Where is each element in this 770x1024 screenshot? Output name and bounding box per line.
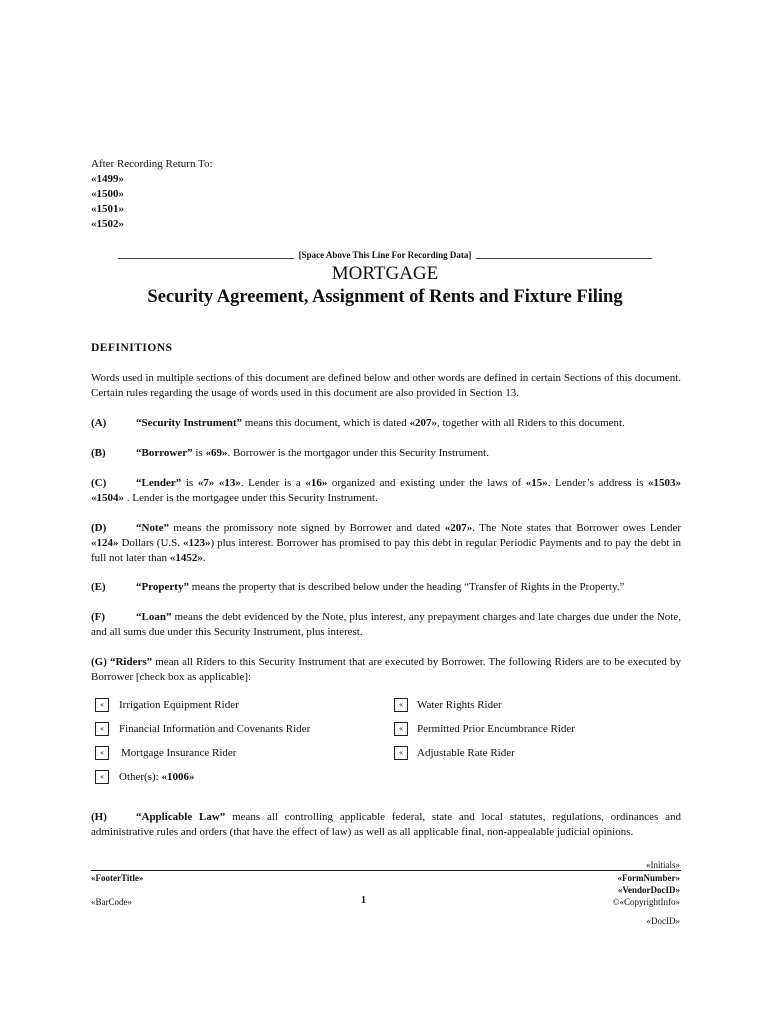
def-text: means the property that is described below under the heading “Transfer of Rights in the Property.” [188,581,625,593]
def-text: organized and existing under the laws of [327,477,526,489]
merge-field: «16» [305,477,328,489]
rider-checkbox-water-rights[interactable]: « [394,698,408,712]
merge-field: «124» [91,537,119,549]
rider-label-financial-info: Financial Information and Covenants Rider [119,723,311,735]
rider-label-irrigation: Irrigation Equipment Rider [119,699,239,711]
return-line-2: «1500» [91,188,124,200]
merge-field: «15» [525,477,548,489]
merge-field: «207» [409,417,437,429]
def-term: “Security Instrument” [136,417,243,429]
merge-field: «1006» [161,771,195,783]
definition-g [91,655,681,685]
definitions-heading: DEFINITIONS [91,342,173,354]
definition-h [91,810,681,840]
def-text: , together with all Riders to this document. [436,417,625,429]
def-label: (G) “Riders” [91,656,153,668]
def-text: means all controlling applicable federal, state and local statutes, regulations, ordinances and administrative rules and orders (that have the effect of law) as well as all applicable final, non-appealable judicial opinions. [91,811,681,838]
def-text: means the promissory note signed by Borrower and dated [169,522,445,534]
merge-field: «207» [444,522,473,534]
rider-checkbox-prior-encumbrance[interactable]: « [394,722,408,736]
def-label: (A) [91,417,107,429]
def-term: “Borrower” [136,447,193,459]
rule-left [118,258,294,259]
def-text: . Borrower is the mortgagor under this Security Instrument. [227,447,489,459]
return-to-block [91,157,213,232]
footer-rule [91,870,681,871]
merge-field: «1503» «1504» [91,477,682,504]
def-label: (B) [91,447,106,459]
merge-field: «7» «13» [197,477,241,489]
recording-data-line [118,250,652,260]
def-label: (E) [91,581,106,593]
rider-checkbox-irrigation[interactable]: « [95,698,109,712]
def-text: means the debt evidenced by the Note, plus interest, any prepayment charges and late charges due under the Note, and all sums due under this Security Instrument, plus interest. [91,611,681,638]
rider-label-mortgage-insurance: Mortgage Insurance Rider [121,747,237,759]
def-text: Dollars (U.S. [118,537,183,549]
def-term: “Lender” [136,477,182,489]
rule-right [476,258,652,259]
copyright-info: ©«CopyrightInfo» [612,897,680,907]
rider-checkbox-financial-info[interactable]: « [95,722,109,736]
def-label: (F) [91,611,106,623]
def-text: . [202,552,206,564]
return-to-heading: After Recording Return To: [91,158,213,170]
definition-c [91,476,681,506]
document-title: MORTGAGE [331,263,439,284]
def-term: “Note” [136,522,169,534]
definition-f [91,610,681,640]
def-label: (C) [91,477,107,489]
other-label: Other(s): [119,771,162,783]
rider-label-water-rights: Water Rights Rider [417,699,502,711]
doc-id: «DocID» [646,916,680,926]
document-subtitle: Security Agreement, Assignment of Rents and Fixture Filing [147,287,623,307]
return-line-3: «1501» [91,203,124,215]
definition-a [91,416,681,431]
def-text: is [192,447,206,459]
def-text: ) plus interest. Borrower has promised to pay this debt in regular Periodic Payments and to pay the debt in full not later than [91,537,681,564]
def-term: “Property” [136,581,189,593]
rider-checkbox-other[interactable]: « [95,770,109,784]
def-text: . Lender’s address is [547,477,649,489]
def-term: “Loan” [136,611,172,623]
rider-label-adjustable-rate: Adjustable Rate Rider [417,747,515,759]
def-text: . The Note states that Borrower owes Lender [472,522,682,534]
rider-checkbox-mortgage-insurance[interactable]: « [95,746,109,760]
def-text: is [181,477,198,489]
def-label: (H) [91,811,107,823]
definition-b [91,446,681,461]
vendor-doc-id: «VendorDocID» [617,885,680,895]
definition-d [91,521,681,566]
def-text: means this document, which is dated [242,417,410,429]
rider-label-other [119,770,194,785]
return-line-4: «1502» [91,218,124,230]
def-text: . Lender is the mortgagee under this Security Instrument. [124,492,378,504]
def-term: “Applicable Law” [136,811,226,823]
rider-checkbox-adjustable-rate[interactable]: « [394,746,408,760]
merge-field: «123» [182,537,211,549]
barcode-field: «BarCode» [91,897,132,907]
rider-label-prior-encumbrance: Permitted Prior Encumbrance Rider [417,723,575,735]
merge-field: «69» [205,447,228,459]
definitions-intro: Words used in multiple sections of this document are defined below and other words are defined in certain Sections of this document. Certain rules regarding the usage of words used in this document are also provided in Section 13. [91,372,681,399]
definition-e [91,580,681,595]
form-number: «FormNumber» [617,873,680,883]
def-text: mean all Riders to this Security Instrument that are executed by Borrower. The following Riders are to be executed by Borrower [check box as applicable]: [91,656,682,683]
return-line-1: «1499» [91,173,124,185]
def-text: . Lender is a [240,477,306,489]
page-number: 1 [361,895,366,906]
initials-field: «Initials» [646,860,680,870]
recording-data-label: [Space Above This Line For Recording Data] [298,250,472,260]
footer-title: «FooterTitle» [91,873,144,883]
merge-field: «1452» [169,552,203,564]
def-label: (D) [91,522,107,534]
